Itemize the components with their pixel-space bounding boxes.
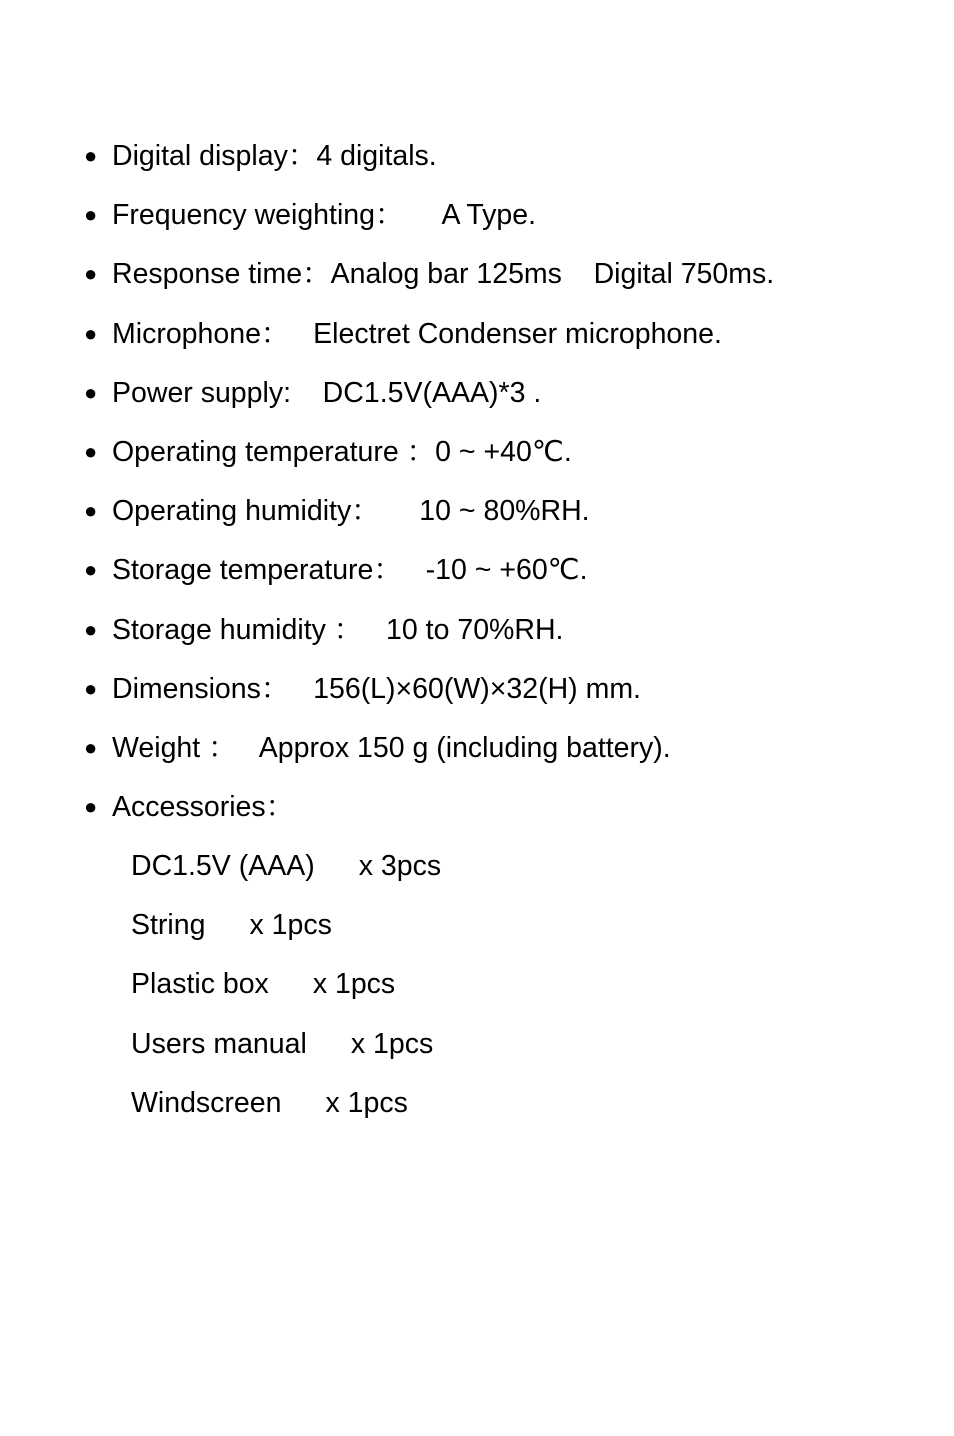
bullet-icon: ● [84,498,98,524]
spec-text: Operating temperature ：0 ~ +40℃. [112,435,572,468]
accessory-name: String [131,909,206,942]
accessory-name: DC1.5V (AAA) [131,850,315,882]
bullet-icon: ● [84,261,98,287]
bullet-icon: ● [84,794,98,820]
spec-item-frequency-weighting [84,195,924,254]
bullet-icon: ● [84,143,98,168]
accessory-name: Windscreen [131,1086,282,1119]
spec-item-accessories [84,787,924,846]
spec-text: Digital display：4 digitals. [112,140,437,172]
spec-item-response-time [84,254,924,313]
spec-text: Power supply: DC1.5V(AAA)*3 . [112,376,542,409]
bullet-icon: ● [84,438,98,464]
bullet-icon: ● [84,616,98,642]
spec-item-power-supply [84,373,924,432]
bullet-icon: ● [84,675,98,701]
bullet-icon: ● [84,557,98,583]
spec-text: Storage temperature： -10 ~ +60℃. [112,554,588,587]
spec-text: Frequency weighting： A Type. [112,199,537,232]
spec-text: Operating humidity： 10 ~ 80%RH. [112,495,590,528]
spec-item-storage-temperature [84,550,924,609]
spec-text: Response time：Analog bar 125ms Digital 750ms. [112,258,775,291]
accessory-name: Plastic box [131,968,269,1001]
specifications-list [84,136,924,846]
accessory-item [131,964,831,1023]
bullet-icon: ● [84,379,98,405]
accessories-list [131,846,831,1142]
accessory-name: Users manual [131,1027,307,1060]
spec-item-operating-temperature [84,432,924,491]
spec-item-weight [84,728,924,787]
accessory-quantity: x 1pcs [249,909,332,942]
accessory-item [131,1024,831,1083]
spec-text: Microphone： Electret Condenser microphone. [112,317,722,350]
accessory-quantity: x 1pcs [312,968,396,1001]
spec-item-microphone [84,314,924,373]
spec-item-digital-display [84,136,924,195]
spec-item-dimensions [84,669,924,728]
bullet-icon: ● [84,202,98,228]
accessory-quantity: x 1pcs [350,1027,434,1060]
spec-text: Dimensions： 156(L)×60(W)×32(H) mm. [112,672,641,705]
accessory-item [131,905,831,964]
accessory-quantity: x 1pcs [325,1086,408,1119]
accessory-item [131,846,831,905]
spec-text: Storage humidity ： 10 to 70%RH. [112,613,564,646]
bullet-icon: ● [84,734,98,760]
spec-item-storage-humidity [84,610,924,669]
bullet-icon: ● [84,320,98,346]
accessory-item [131,1083,831,1142]
spec-item-operating-humidity [84,491,924,550]
accessory-quantity: x 3pcs [358,850,442,882]
spec-text: Weight ： Approx 150 g (including battery). [112,731,671,764]
spec-text: Accessories： [112,791,295,824]
